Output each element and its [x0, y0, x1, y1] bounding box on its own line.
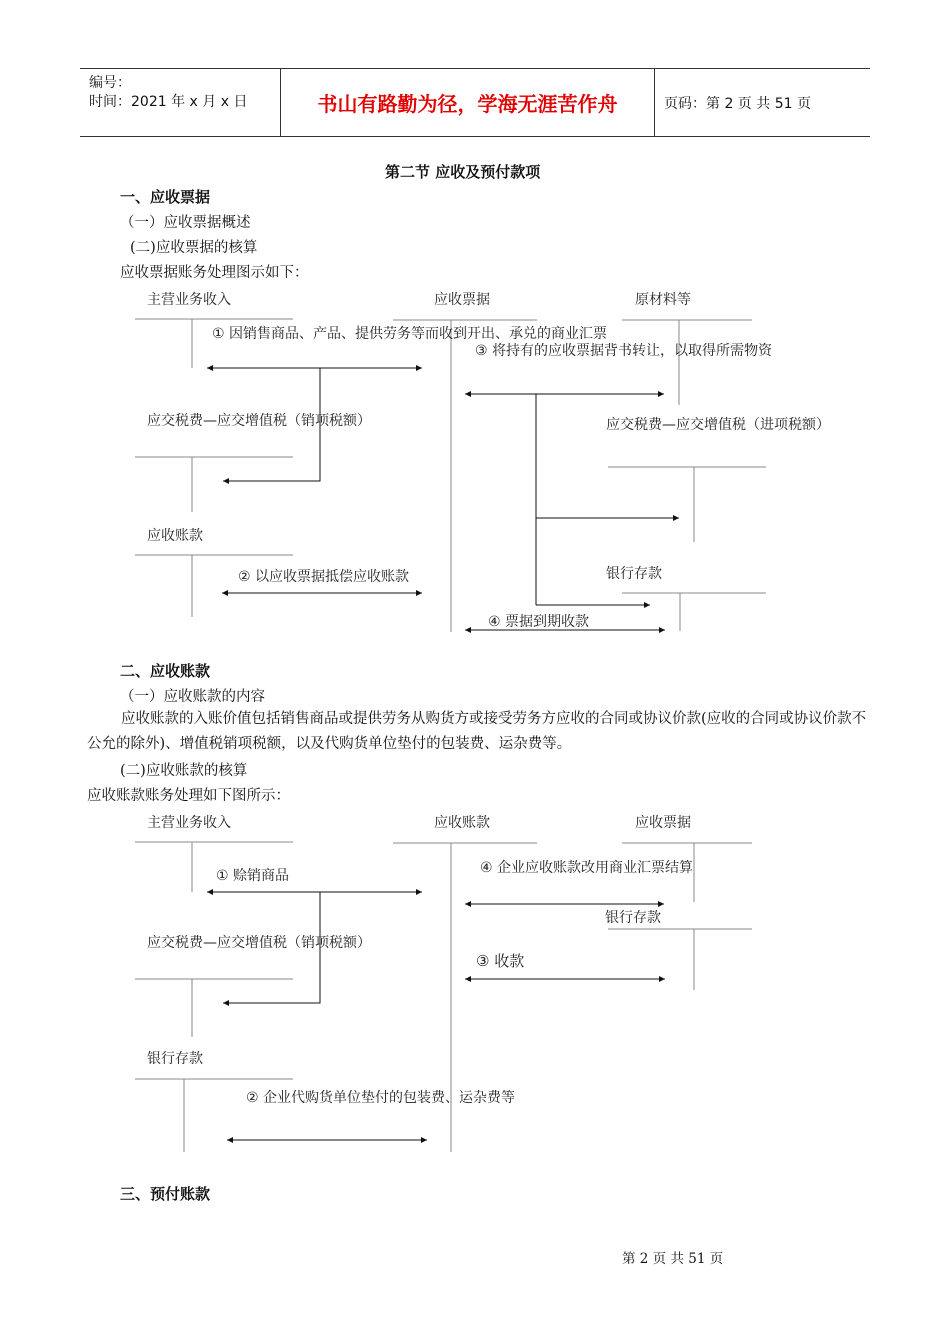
heading-notes-receivable: 一、应收票据 [120, 188, 211, 206]
ar-content-paragraph: 应收账款的入账价值包括销售商品或提供劳务从购货方或接受劳务方应收的合同或协议价款(应收的合同或协议价款不公允的除外)、增值税销项税额，以及代购货单位垫付的包装费、运杂费等。 [87, 711, 867, 752]
d1-account-bank: 银行存款 [606, 566, 662, 582]
d1-step3-label: ③ 将持有的应收票据背书转让，以取得所需物资 [475, 343, 772, 359]
diagram1-intro: 应收票据账务处理图示如下： [120, 265, 309, 281]
d1-account-notes: 应收票据 [434, 292, 490, 308]
d2-step4-label: ④ 企业应收账款改用商业汇票结算 [480, 860, 694, 876]
heading-accounts-receivable: 二、应收账款 [120, 662, 211, 680]
d2-step2-label: ② 企业代购货单位垫付的包装费、运杂费等 [246, 1090, 515, 1106]
d1-account-vat-output: 应交税费—应交增值税（销项税额） [147, 413, 371, 429]
d2-account-bank-right: 银行存款 [605, 910, 661, 926]
diagram2-intro: 应收账款账务处理如下图所示： [87, 788, 290, 804]
heading-prepayments: 三、预付账款 [120, 1185, 211, 1203]
header-motto: 书山有路勤为径，学海无涯苦作舟 [281, 69, 655, 136]
d1-account-revenue: 主营业务收入 [147, 292, 231, 308]
header-page-info: 页码：第 2 页 共 51 页 [664, 95, 811, 112]
d1-step2-label: ② 以应收票据抵偿应收账款 [238, 569, 410, 585]
d2-account-notes: 应收票据 [635, 815, 691, 831]
d2-step1-label: ① 赊销商品 [216, 868, 290, 884]
footer-page-number: 第 2 页 共 51 页 [622, 1251, 724, 1267]
d1-account-vat-input: 应交税费—应交增值税（进项税额） [606, 417, 830, 433]
d1-account-materials: 原材料等 [635, 292, 691, 308]
d1-step4-label: ④ 票据到期收款 [488, 614, 590, 630]
d2-account-revenue: 主营业务收入 [147, 815, 231, 831]
subheading-notes-overview: （一）应收票据概述 [120, 215, 251, 231]
subheading-notes-accounting: (二)应收票据的核算 [130, 240, 258, 256]
d2-account-bank-left: 银行存款 [147, 1051, 203, 1067]
d2-step3-label: ③ 收款 [476, 952, 525, 970]
subheading-ar-content: （一）应收账款的内容 [120, 689, 265, 705]
d1-account-receivable: 应收账款 [147, 528, 203, 544]
d1-step1-label: ① 因销售商品、产品、提供劳务等而收到开出、承兑的商业汇票 [212, 326, 607, 342]
d2-account-receivable: 应收账款 [434, 815, 490, 831]
section-title: 第二节 应收及预付款项 [385, 163, 541, 181]
d2-account-vat-output: 应交税费—应交增值税（销项税额） [147, 935, 371, 951]
subheading-ar-accounting: (二)应收账款的核算 [120, 763, 248, 779]
number-label: 编号： [89, 75, 131, 91]
time-label: 时间：2021 年 x 月 x 日 [89, 94, 248, 110]
